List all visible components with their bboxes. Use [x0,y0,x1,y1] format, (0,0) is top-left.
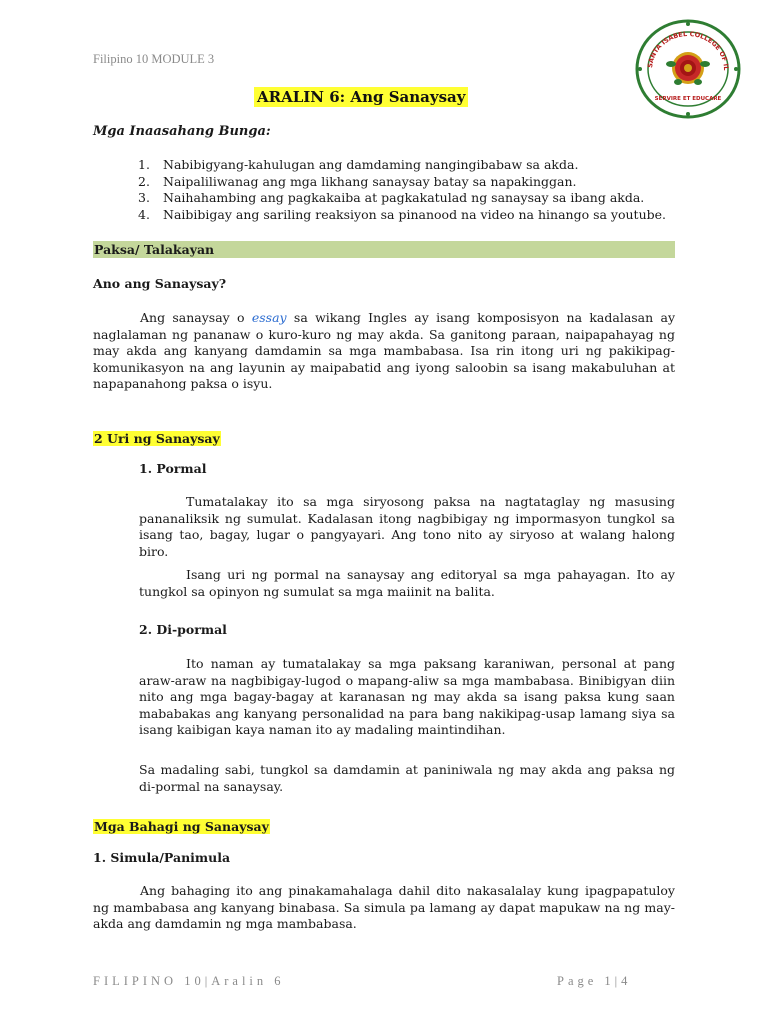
pormal-paragraph-2: Isang uri ng pormal na sanaysay ang editoryal sa mga pahayagan. Ito ay tungkol sa opinyon ng sumulat sa mga maiinit na balita. [139,567,675,599]
list-item: 3. Naihahambing ang pagkakaiba at pagkakatulad ng sanaysay sa ibang akda. [138,190,645,205]
list-item: 2. Naipaliliwanag ang mga likhang sanaysay batay sa napakinggan. [138,173,577,189]
school-seal-icon [634,18,742,120]
parts-heading: Mga Bahagi ng Sanaysay [94,819,269,834]
module-label: Filipino 10 MODULE 3 [93,52,215,66]
dipormal-heading: 2. Di-pormal [139,622,227,637]
svg-text:SERVIRE ET EDUCARE: SERVIRE ET EDUCARE [654,96,722,102]
list-item: 4. Naibibigay ang sariling reaksiyon sa pinanood na video na hinango sa youtube. [138,206,666,222]
topic-label: Paksa/ Talakayan [94,242,215,257]
dipormal-paragraph-2: Sa madaling sabi, tungkol sa damdamin at paniniwala ng may akda ang paksa ng di-pormal na sanaysay. [139,762,675,794]
pormal-paragraph-1: Tumatalakay ito sa mga siryosong paksa na nagtataglay ng masusing pananaliksik ng sumulat. Kadalasan itong nagbibigay ng impormasyon tungkol sa isang tao, bagay, lugar o pangyayari. Ang tono nito ay siryoso at walang halong biro. [139,494,675,559]
types-heading-wrap [93,428,221,447]
list-item: 1. Nabibigyang-kahulugan ang damdaming nangingibabaw sa akda. [138,157,579,172]
definition-paragraph: Ang sanaysay o essay sa wikang Ingles ay isang komposisyon na kadalasan ay naglalaman ng pananaw o kuro-kuro ng may akda. Sa ganitong paraan, naipapahayag ng may akda ang kanyang damdamin sa mga mambabasa. Isa rin itong uri ng pakikipag-komunikasyon na ang layunin ay maipabatid ang iyong saloobin sa isang makabuluhan at napapanahong paksa o isyu. [93,310,676,392]
footer-left: FILIPINO 10|Aralin 6 [93,974,285,988]
pormal-heading: 1. Pormal [139,461,207,476]
svg-text:SANTA ISABEL COLLEGE OF ILOILO: SANTA ISABEL COLLEGE OF IL [646,29,731,71]
lesson-title: ARALIN 6: Ang Sanaysay [254,87,468,107]
outcomes-heading: Mga Inaasahang Bunga: [93,124,271,139]
dipormal-paragraph-1: Ito naman ay tumatalakay sa mga paksang karaniwan, personal at pang araw-araw na nagbibigay-lugod o mapang-aliw sa mga mambabasa. Binibigyan diin nito ang mga bagay-bagay at karanasan ng may akda sa isang paksa kung saan mababakas ang kanyang personalidad na para bang nakikipag-usap lamang siya sa isang kaibigan kaya naman ito ay madaling maintindihan. [139,656,675,738]
outcomes-list [138,157,698,223]
footer-page-number: Page 1|4 [557,974,632,988]
simula-paragraph: Ang bahaging ito ang pinakamahalaga dahil dito nakasalalay kung ipagpapatuloy ng mambabasa ang kanyang binabasa. Sa simula pa lamang ay dapat mapukaw na ng may-akda ang damdamin ng mga mambabasa. [93,883,675,932]
simula-heading: 1. Simula/Panimula [93,850,231,865]
essay-term: essay [251,310,287,325]
types-heading: 2 Uri ng Sanaysay [94,431,220,446]
topic-bar [93,241,675,258]
section-question: Ano ang Sanaysay? [93,276,227,291]
parts-heading-wrap [93,816,270,835]
